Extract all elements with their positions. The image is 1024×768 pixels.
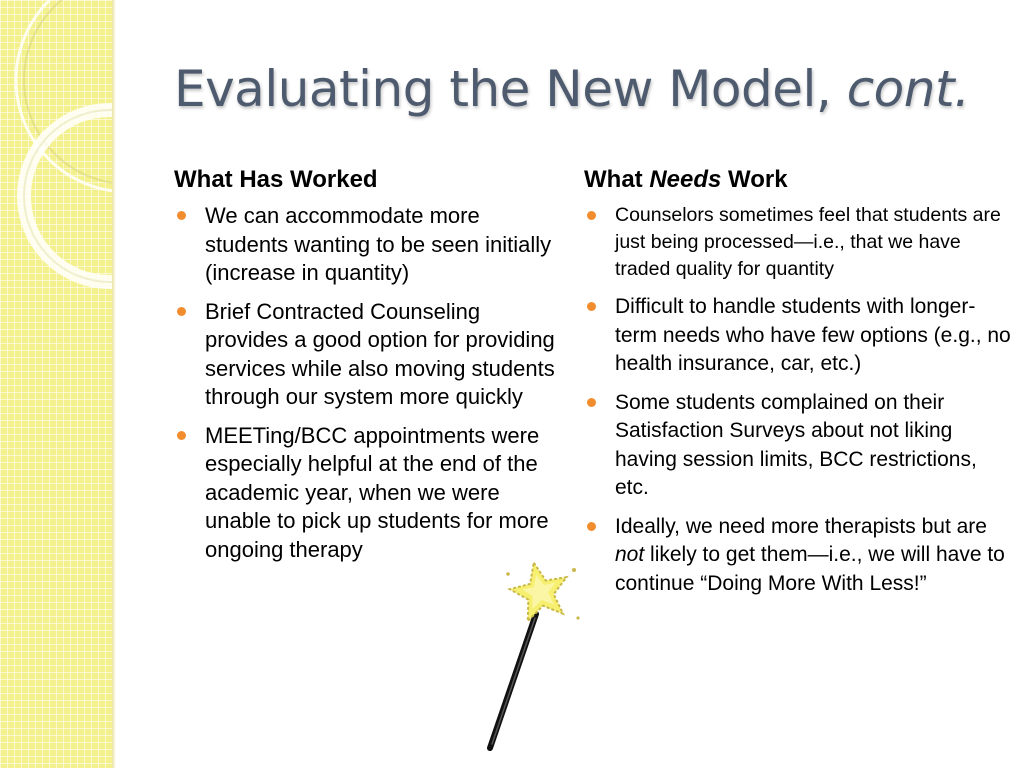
side-strip-edge (112, 0, 116, 768)
right-heading-italic: Needs (649, 166, 722, 193)
bullet-text: Counselors sometimes feel that students are just being processed—i.e., that we have traded quality for quantity (615, 204, 1001, 280)
slide-title-italic: cont. (846, 60, 970, 118)
bullet-item (584, 293, 1012, 379)
slide-title (174, 60, 969, 118)
slide-title-main: Evaluating the New Model, (174, 60, 832, 118)
bullet-item (174, 422, 564, 565)
right-heading-after: Work (728, 166, 788, 193)
bullet-text: Difficult to handle students with longer-term needs who have few options (e.g., no health insurance, car, etc.) (615, 295, 1011, 375)
bullet-item (174, 298, 564, 412)
bullet-text: Some students complained on their Satisfaction Surveys about not liking having session limits, BCC restrictions, etc. (615, 390, 977, 499)
bullet-dot-icon (587, 211, 596, 220)
decorative-side-strip (0, 0, 112, 768)
bullet-dot-icon (587, 302, 596, 311)
bullet-text-italic: not (615, 543, 645, 566)
magic-wand-icon (478, 558, 588, 758)
bullet-item (584, 513, 1012, 599)
bullet-item (584, 389, 1012, 503)
bullet-text-after: likely to get them—i.e., we will have to continue “Doing More With Less!” (615, 543, 1005, 595)
bullet-dot-icon (177, 307, 186, 316)
bullet-text-before: Ideally, we need more therapists but are (615, 514, 987, 538)
bullet-text: Brief Contracted Counseling provides a good option for providing services while also moving students through our system more quickly (205, 298, 555, 409)
bullet-dot-icon (587, 522, 596, 531)
right-heading-before: What (584, 166, 643, 193)
decorative-circles-icon (0, 0, 112, 768)
bullet-item (584, 202, 1012, 283)
left-bullet-list (174, 202, 564, 564)
right-column-heading (584, 166, 1012, 194)
right-column (584, 166, 1012, 608)
bullet-dot-icon (177, 211, 186, 220)
bullet-dot-icon (177, 431, 186, 440)
right-bullet-list (584, 202, 1012, 598)
bullet-item (174, 202, 564, 288)
left-column-heading: What Has Worked (174, 166, 378, 193)
bullet-text: MEETing/BCC appointments were especially helpful at the end of the academic year, when we were unable to pick up students for more ongoing therapy (205, 422, 549, 562)
left-column (174, 166, 564, 574)
bullet-dot-icon (587, 398, 596, 407)
bullet-text: We can accommodate more students wanting to be seen initially (increase in quantity) (205, 203, 552, 285)
